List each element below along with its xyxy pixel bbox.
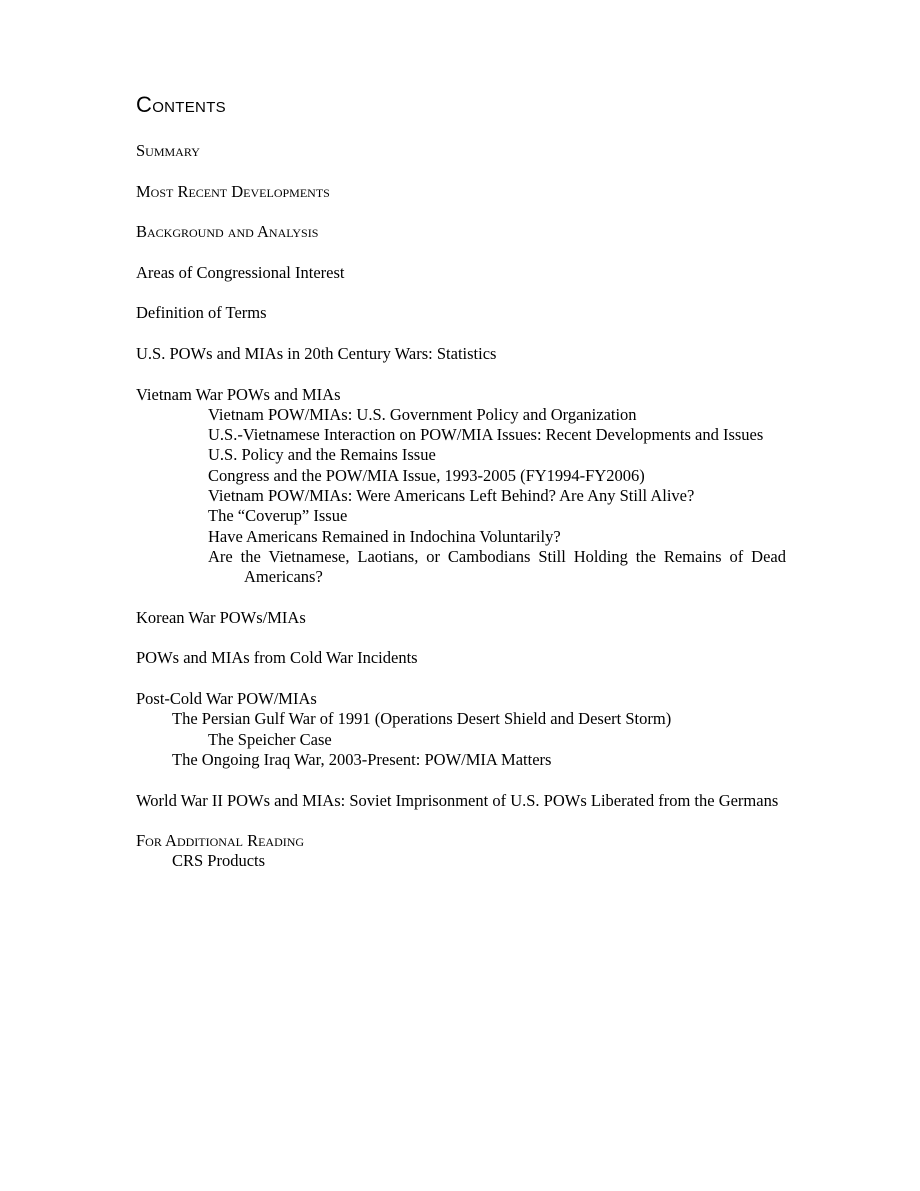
toc-entry-ww2[interactable]: World War II POWs and MIAs: Soviet Imprisonment of U.S. POWs Liberated from the Germans [136,790,779,810]
toc-subentry-voluntarily[interactable]: Have Americans Remained in Indochina Voluntarily? [208,526,561,546]
toc-entry-background-analysis[interactable]: Background and Analysis [136,222,319,242]
toc-subentry-iraq-war[interactable]: The Ongoing Iraq War, 2003-Present: POW/MIA Matters [172,749,552,769]
table-of-contents [136,141,786,872]
toc-entry-post-cold-war[interactable]: Post-Cold War POW/MIAs [136,689,317,709]
toc-subentry-speicher[interactable]: The Speicher Case [208,729,332,749]
toc-subentry-vietnam-interaction[interactable]: U.S.-Vietnamese Interaction on POW/MIA Issues: Recent Developments and Issues [208,425,764,445]
toc-subentry-persian-gulf[interactable]: The Persian Gulf War of 1991 (Operations Desert Shield and Desert Storm) [172,709,672,729]
toc-subentry-vietnam-policy[interactable]: Vietnam POW/MIAs: U.S. Government Policy and Organization [208,404,637,424]
toc-subentry-coverup[interactable]: The “Coverup” Issue [208,506,348,526]
page-title: Contents [136,92,226,117]
toc-subentry-crs-products[interactable]: CRS Products [172,851,266,871]
toc-entry-summary[interactable]: Summary [136,141,200,160]
toc-subentry-remains-holding[interactable]: Are the Vietnamese, Laotians, or Cambodians Still Holding the Remains of Dead Americans? [208,546,786,587]
toc-entry-korean-war[interactable]: Korean War POWs/MIAs [136,607,306,627]
toc-entry-additional-reading[interactable]: For Additional Reading [136,831,305,851]
toc-subentry-remains-issue[interactable]: U.S. Policy and the Remains Issue [208,445,436,465]
toc-entry-vietnam[interactable]: Vietnam War POWs and MIAs [136,384,341,404]
toc-subentry-congress[interactable]: Congress and the POW/MIA Issue, 1993-2005 (FY1994-FY2006) [208,465,645,485]
toc-entry-cold-war[interactable]: POWs and MIAs from Cold War Incidents [136,648,418,668]
toc-entry-definition-of-terms[interactable]: Definition of Terms [136,303,267,323]
toc-entry-recent-developments[interactable]: Most Recent Developments [136,181,330,201]
toc-subentry-left-behind[interactable]: Vietnam POW/MIAs: Were Americans Left Behind? Are Any Still Alive? [208,486,695,506]
toc-entry-statistics[interactable]: U.S. POWs and MIAs in 20th Century Wars: Statistics [136,343,497,363]
toc-entry-congressional-interest[interactable]: Areas of Congressional Interest [136,262,345,282]
